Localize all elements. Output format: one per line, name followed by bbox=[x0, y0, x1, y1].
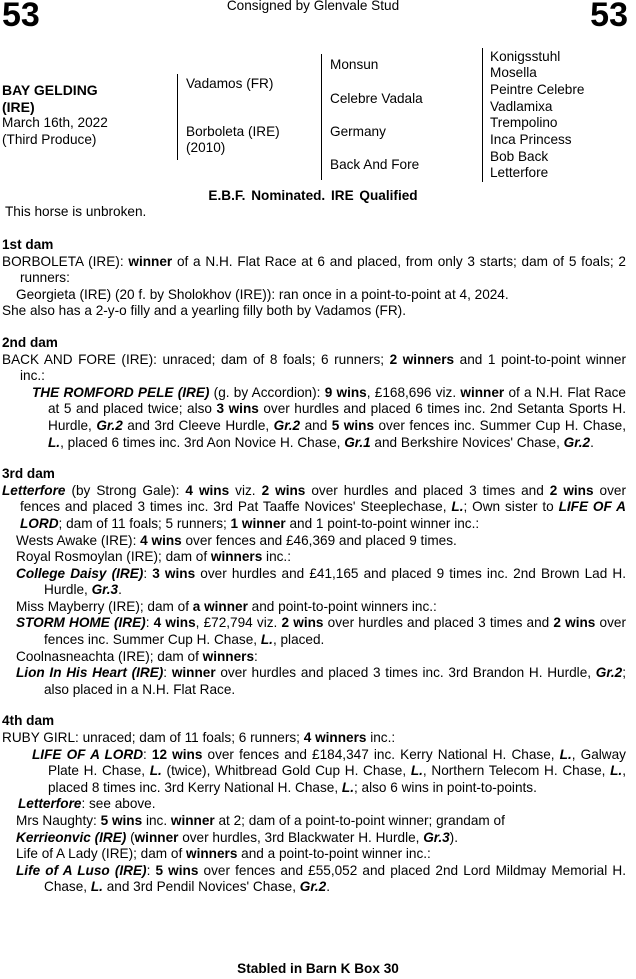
pedigree-dam: Borboleta (IRE) bbox=[186, 124, 280, 139]
fourth-dam-title: 4th dam bbox=[2, 713, 55, 729]
pedigree-dam-sire: Germany bbox=[330, 124, 386, 139]
third-dam-grandson-lion-in-his-heart: Lion In His Heart (IRE): winner over hurdles and placed 3 times inc. 3rd Brandon H. Hurdle, Gr.2; also placed in a N.H. Flat Race. bbox=[16, 665, 626, 697]
fourth-dam-entry: RUBY GIRL: unraced; dam of 11 foals; 6 runners; 4 winners inc.: bbox=[2, 730, 396, 746]
unbroken-note: This horse is unbroken. bbox=[5, 204, 147, 219]
pedigree-dam-dam: Back And Fore bbox=[330, 157, 420, 172]
third-dam-entry-letterfore: Letterfore (by Strong Gale): 4 wins viz. 2 wins over hurdles and placed 3 times and 2 wins over fences and placed 3 times inc. 3rd Pat Taaffe Novices' Steeplechase, L.; Own sister to LIFE OF A LORD; dam of 11 foals; 5 runners; 1 winner and 1 point-to-point winner inc.: bbox=[2, 482, 627, 531]
fourth-dam-runner-mrs-naughty: Mrs Naughty: 5 wins inc. winner at 2; dam of a point-to-point winner; grandam of bbox=[16, 813, 505, 828]
fourth-dam-grandson-life-of-a-luso: Life of A Luso (IRE): 5 wins over fences and £55,052 and placed 2nd Lord Mildmay Memorial H. Chase, L. and 3rd Pendil Novices' Chase, Gr.2. bbox=[16, 862, 626, 895]
nomination-status: E.B.F. Nominated. IRE Qualified bbox=[208, 188, 418, 203]
pedigree-sire: Vadamos (FR) bbox=[186, 76, 274, 91]
horse-country: (IRE) bbox=[2, 98, 35, 115]
horse-description bbox=[2, 82, 177, 148]
pedigree-sire-dam: Celebre Vadala bbox=[330, 91, 423, 106]
catalogue-body bbox=[2, 222, 626, 896]
second-dam-entry: BACK AND FORE (IRE): unraced; dam of 8 foals; 6 runners; 2 winners and 1 point-to-point winner inc.: bbox=[2, 351, 626, 384]
pedigree-dam-year: (2010) bbox=[186, 140, 226, 155]
pedigree-gen3-3: Peintre Celebre bbox=[490, 82, 585, 97]
second-dam-runner-romford-pele: THE ROMFORD PELE (IRE) (g. by Accordion): 9 wins, £168,696 viz. winner of a N.H. Flat Race at 5 and placed twice; also 3 wins over hurdles and placed 6 times inc. 2nd Setanta Sports H. Hurdle, Gr.2 and 3rd Cleeve Hurdle, Gr.2 and 5 wins over fences inc. Summer Cup H. Chase, L., placed 6 times inc. 3rd Aon Novice H. Chase, Gr.1 and Berkshire Novices' Chase, Gr.2. bbox=[32, 384, 626, 450]
lot-number-right: 53 bbox=[590, 0, 628, 34]
pedigree-gen3-1: Konigsstuhl bbox=[490, 49, 561, 64]
pedigree-gen3-5: Trempolino bbox=[490, 115, 558, 130]
horse-sex-color: BAY GELDING bbox=[2, 82, 98, 98]
third-dam-grandson-storm-home: STORM HOME (IRE): 4 wins, £72,794 viz. 2 wins over hurdles and placed 3 times and 2 wins over fences inc. Summer Cup H. Chase, L., placed. bbox=[16, 615, 627, 648]
horse-foaled: March 16th, 2022 bbox=[2, 115, 108, 131]
fourth-dam-runner-life-of-a-lord: LIFE OF A LORD: 12 wins over fences and £184,347 inc. Kerry National H. Chase, L., Galway Plate H. Chase, L. (twice), Whitbread Gold Cup H. Chase, L., Northern Telecom H. Chase, L., placed 8 times inc. 3rd Kerry National H. Chase, L.; also 6 wins in point-to-points. bbox=[32, 746, 626, 795]
pedigree-gen3-6: Inca Princess bbox=[490, 132, 572, 147]
first-dam-foal-1: Georgieta (IRE) (20 f. by Sholokhov (IRE)): ran once in a point-to-point at 4, 2024. bbox=[16, 286, 509, 302]
pedigree-gen3-8: Letterfore bbox=[490, 165, 549, 180]
pedigree-line-2 bbox=[321, 54, 322, 180]
third-dam-runner-wests-awake: Wests Awake (IRE): 4 wins over fences and £46,369 and placed 9 times. bbox=[16, 532, 457, 548]
pedigree-gen3-4: Vadlamixa bbox=[490, 99, 553, 114]
first-dam-entry: BORBOLETA (IRE): winner of a N.H. Flat Race at 6 and placed, from only 3 starts; dam of 5 foals; 2 runners: bbox=[2, 253, 626, 286]
consignor: Consigned by Glenvale Stud bbox=[226, 0, 400, 13]
horse-produce: (Third Produce) bbox=[2, 131, 97, 147]
pedigree-gen3-2: Mosella bbox=[490, 65, 537, 80]
stabling-info: Stabled in Barn K Box 30 bbox=[237, 961, 399, 976]
third-dam-title: 3rd dam bbox=[2, 466, 55, 482]
pedigree-line-1 bbox=[177, 74, 178, 160]
first-dam-title: 1st dam bbox=[2, 237, 54, 252]
first-dam-note: She also has a 2-y-o filly and a yearling filly both by Vadamos (FR). bbox=[2, 303, 406, 319]
pedigree-sire-sire: Monsun bbox=[330, 57, 379, 72]
fourth-dam-runner-life-of-a-lady: Life of A Lady (IRE); dam of winners and a point-to-point winner inc.: bbox=[16, 846, 431, 862]
third-dam-runner-royal-rosmoylan: Royal Rosmoylan (IRE); dam of winners inc.: bbox=[16, 549, 291, 565]
fourth-dam-runner-letterfore: Letterfore: see above. bbox=[18, 796, 156, 812]
third-dam-granddaughter-college-daisy: College Daisy (IRE): 3 wins over hurdles and £41,165 and placed 9 times inc. 2nd Brown Lad H. Hurdle, Gr.3. bbox=[16, 565, 626, 598]
pedigree-line-3 bbox=[482, 48, 483, 182]
second-dam-title: 2nd dam bbox=[2, 334, 58, 350]
fourth-dam-grandson-kerrieonvic: Kerrieonvic (IRE) (winner over hurdles, 3rd Blackwater H. Hurdle, Gr.3). bbox=[16, 829, 458, 845]
third-dam-runner-coolnasneachta: Coolnasneachta (IRE); dam of winners: bbox=[16, 648, 258, 664]
pedigree-gen3-7: Bob Back bbox=[490, 149, 549, 164]
third-dam-runner-miss-mayberry: Miss Mayberry (IRE); dam of a winner and point-to-point winners inc.: bbox=[16, 598, 437, 614]
lot-number-left: 53 bbox=[2, 0, 40, 34]
